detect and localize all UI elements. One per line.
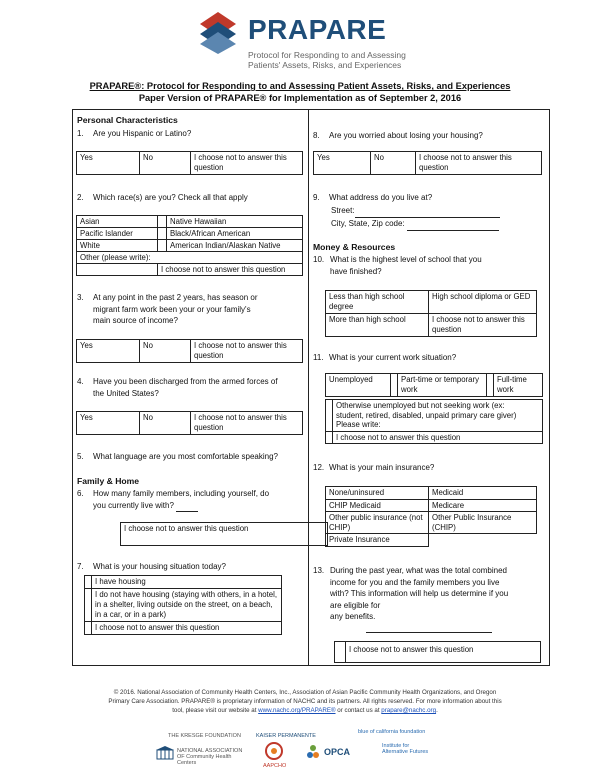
- question-12-options: [325, 486, 537, 547]
- option-full-time[interactable]: Full-time work: [494, 374, 543, 397]
- option-medicare[interactable]: Medicare: [429, 499, 537, 512]
- question-6-options: [120, 522, 328, 546]
- street-field[interactable]: Street:: [331, 205, 500, 218]
- option-part-time[interactable]: Part-time or temporary work: [398, 374, 487, 397]
- column-divider: [308, 109, 309, 665]
- option-no[interactable]: No: [140, 412, 191, 435]
- option-decline[interactable]: I choose not to answer this question: [416, 152, 542, 175]
- question-11-options: [325, 373, 543, 397]
- option-less-than-high-school[interactable]: Less than high school degree: [326, 291, 429, 314]
- logo-tagline: Protocol for Responding to and Assessing Patients' Assets, Risks, and Experiences: [248, 50, 406, 70]
- option-other-public[interactable]: Other public insurance (not CHIP): [326, 512, 429, 534]
- option-no[interactable]: No: [371, 152, 416, 175]
- option-have-housing[interactable]: I have housing: [92, 576, 282, 589]
- question-2-options: [76, 215, 303, 276]
- aapcho-logo: AAPCHO: [263, 763, 287, 769]
- option-none-uninsured[interactable]: None/uninsured: [326, 487, 429, 500]
- document-title: PRAPARE®: Protocol for Responding to and Assessing Patient Assets, Risks, and Experiences: [89, 81, 511, 91]
- option-no-housing[interactable]: I do not have housing (staying with others, in a hotel, in a shelter, living outside on the street, on a beach, in a car, or in a park): [92, 589, 282, 622]
- funder-logos: [150, 727, 450, 772]
- option-decline[interactable]: I choose not to answer this question: [158, 264, 303, 276]
- option-no[interactable]: No: [140, 340, 191, 363]
- section-money-resources: Money & Resources: [313, 242, 396, 252]
- option-decline[interactable]: I choose not to answer this question: [191, 412, 303, 435]
- option-no[interactable]: No: [140, 152, 191, 175]
- option-yes[interactable]: Yes: [77, 152, 140, 175]
- option-asian[interactable]: Asian: [77, 216, 158, 228]
- income-blank[interactable]: [366, 632, 492, 633]
- option-decline[interactable]: I choose not to answer this question: [191, 340, 303, 363]
- option-other[interactable]: Other (please write):: [77, 252, 303, 264]
- option-american-indian[interactable]: American Indian/Alaskan Native: [167, 240, 303, 252]
- copyright-footer: © 2016. National Association of Community Health Centers, Inc., Association of Asian Pacific Community Health Organizations, and Oregon Primary Care Association. PRAPARE® is proprietary information of NACHC and its partners. All rights reserved. For more information about this tool, please visit our website at www.nachc.org/PRAPARE® or contact us at prapare@nachc.org.: [108, 689, 502, 714]
- option-yes[interactable]: Yes: [77, 340, 140, 363]
- option-medicaid[interactable]: Medicaid: [429, 487, 537, 500]
- blue-shield-foundation-logo: blue of california foundation: [358, 729, 426, 735]
- option-decline[interactable]: I choose not to answer this question: [333, 431, 543, 444]
- kresge-logo: THE KRESGE FOUNDATION: [168, 733, 241, 739]
- question-3-options: [76, 339, 303, 363]
- option-unemployed[interactable]: Unemployed: [326, 374, 391, 397]
- option-native-hawaiian[interactable]: Native Hawaiian: [167, 216, 303, 228]
- aapcho-icon: [262, 742, 286, 762]
- document-subtitle: Paper Version of PRAPARE® for Implementation as of September 2, 2016: [138, 93, 462, 103]
- question-4-options: [76, 411, 303, 435]
- option-decline[interactable]: I choose not to answer this question: [191, 152, 303, 175]
- section-personal-characteristics: Personal Characteristics: [77, 115, 178, 125]
- question-7-options: [84, 575, 282, 635]
- opca-icon: [306, 744, 320, 762]
- nachc-logo: NATIONAL ASSOCIATION OF Community Health Centers: [177, 748, 243, 766]
- prapare-website-link[interactable]: www.nachc.org/PRAPARE®: [258, 707, 336, 714]
- option-chip-medicaid[interactable]: CHIP Medicaid: [326, 499, 429, 512]
- logo-wordmark: PRAPARE: [248, 14, 387, 45]
- option-otherwise-unemployed[interactable]: Otherwise unemployed but not seeking work (ex: student, retired, disabled, unpaid primary care giver) Please write:: [333, 400, 543, 432]
- option-more-than-high-school[interactable]: More than high school: [326, 314, 429, 337]
- option-high-school-diploma[interactable]: High school diploma or GED: [429, 291, 537, 314]
- option-other-public-chip[interactable]: Other Public Insurance (CHIP): [429, 512, 537, 534]
- iaf-logo: Institute for Alternative Futures: [382, 743, 429, 755]
- option-pacific-islander[interactable]: Pacific Islander: [77, 228, 158, 240]
- option-white[interactable]: White: [77, 240, 158, 252]
- question-13-options: [334, 641, 541, 663]
- opca-logo: OPCA: [324, 747, 351, 757]
- question-11-other-options: [325, 399, 543, 444]
- city-state-zip-field[interactable]: City, State, Zip code:: [331, 218, 499, 231]
- option-black-african-american[interactable]: Black/African American: [167, 228, 303, 240]
- option-decline[interactable]: I choose not to answer this question: [121, 523, 328, 546]
- logo-diamond-icon: [196, 10, 240, 54]
- family-count-blank[interactable]: [176, 500, 198, 513]
- contact-email-link[interactable]: prapare@nachc.org: [381, 707, 437, 714]
- kaiser-logo: KAISER PERMANENTE: [256, 733, 316, 739]
- question-10-options: [325, 290, 537, 337]
- question-1-options: [76, 151, 303, 175]
- option-decline[interactable]: I choose not to answer this question: [346, 642, 541, 663]
- question-8-options: [313, 151, 542, 175]
- option-yes[interactable]: Yes: [77, 412, 140, 435]
- option-decline[interactable]: I choose not to answer this question: [429, 314, 537, 337]
- section-family-home: Family & Home: [77, 476, 140, 486]
- option-decline[interactable]: I choose not to answer this question: [92, 622, 282, 635]
- option-yes[interactable]: Yes: [314, 152, 371, 175]
- option-private-insurance[interactable]: Private Insurance: [326, 534, 429, 547]
- prapare-logo: [196, 10, 426, 68]
- nachc-icon: [156, 746, 174, 760]
